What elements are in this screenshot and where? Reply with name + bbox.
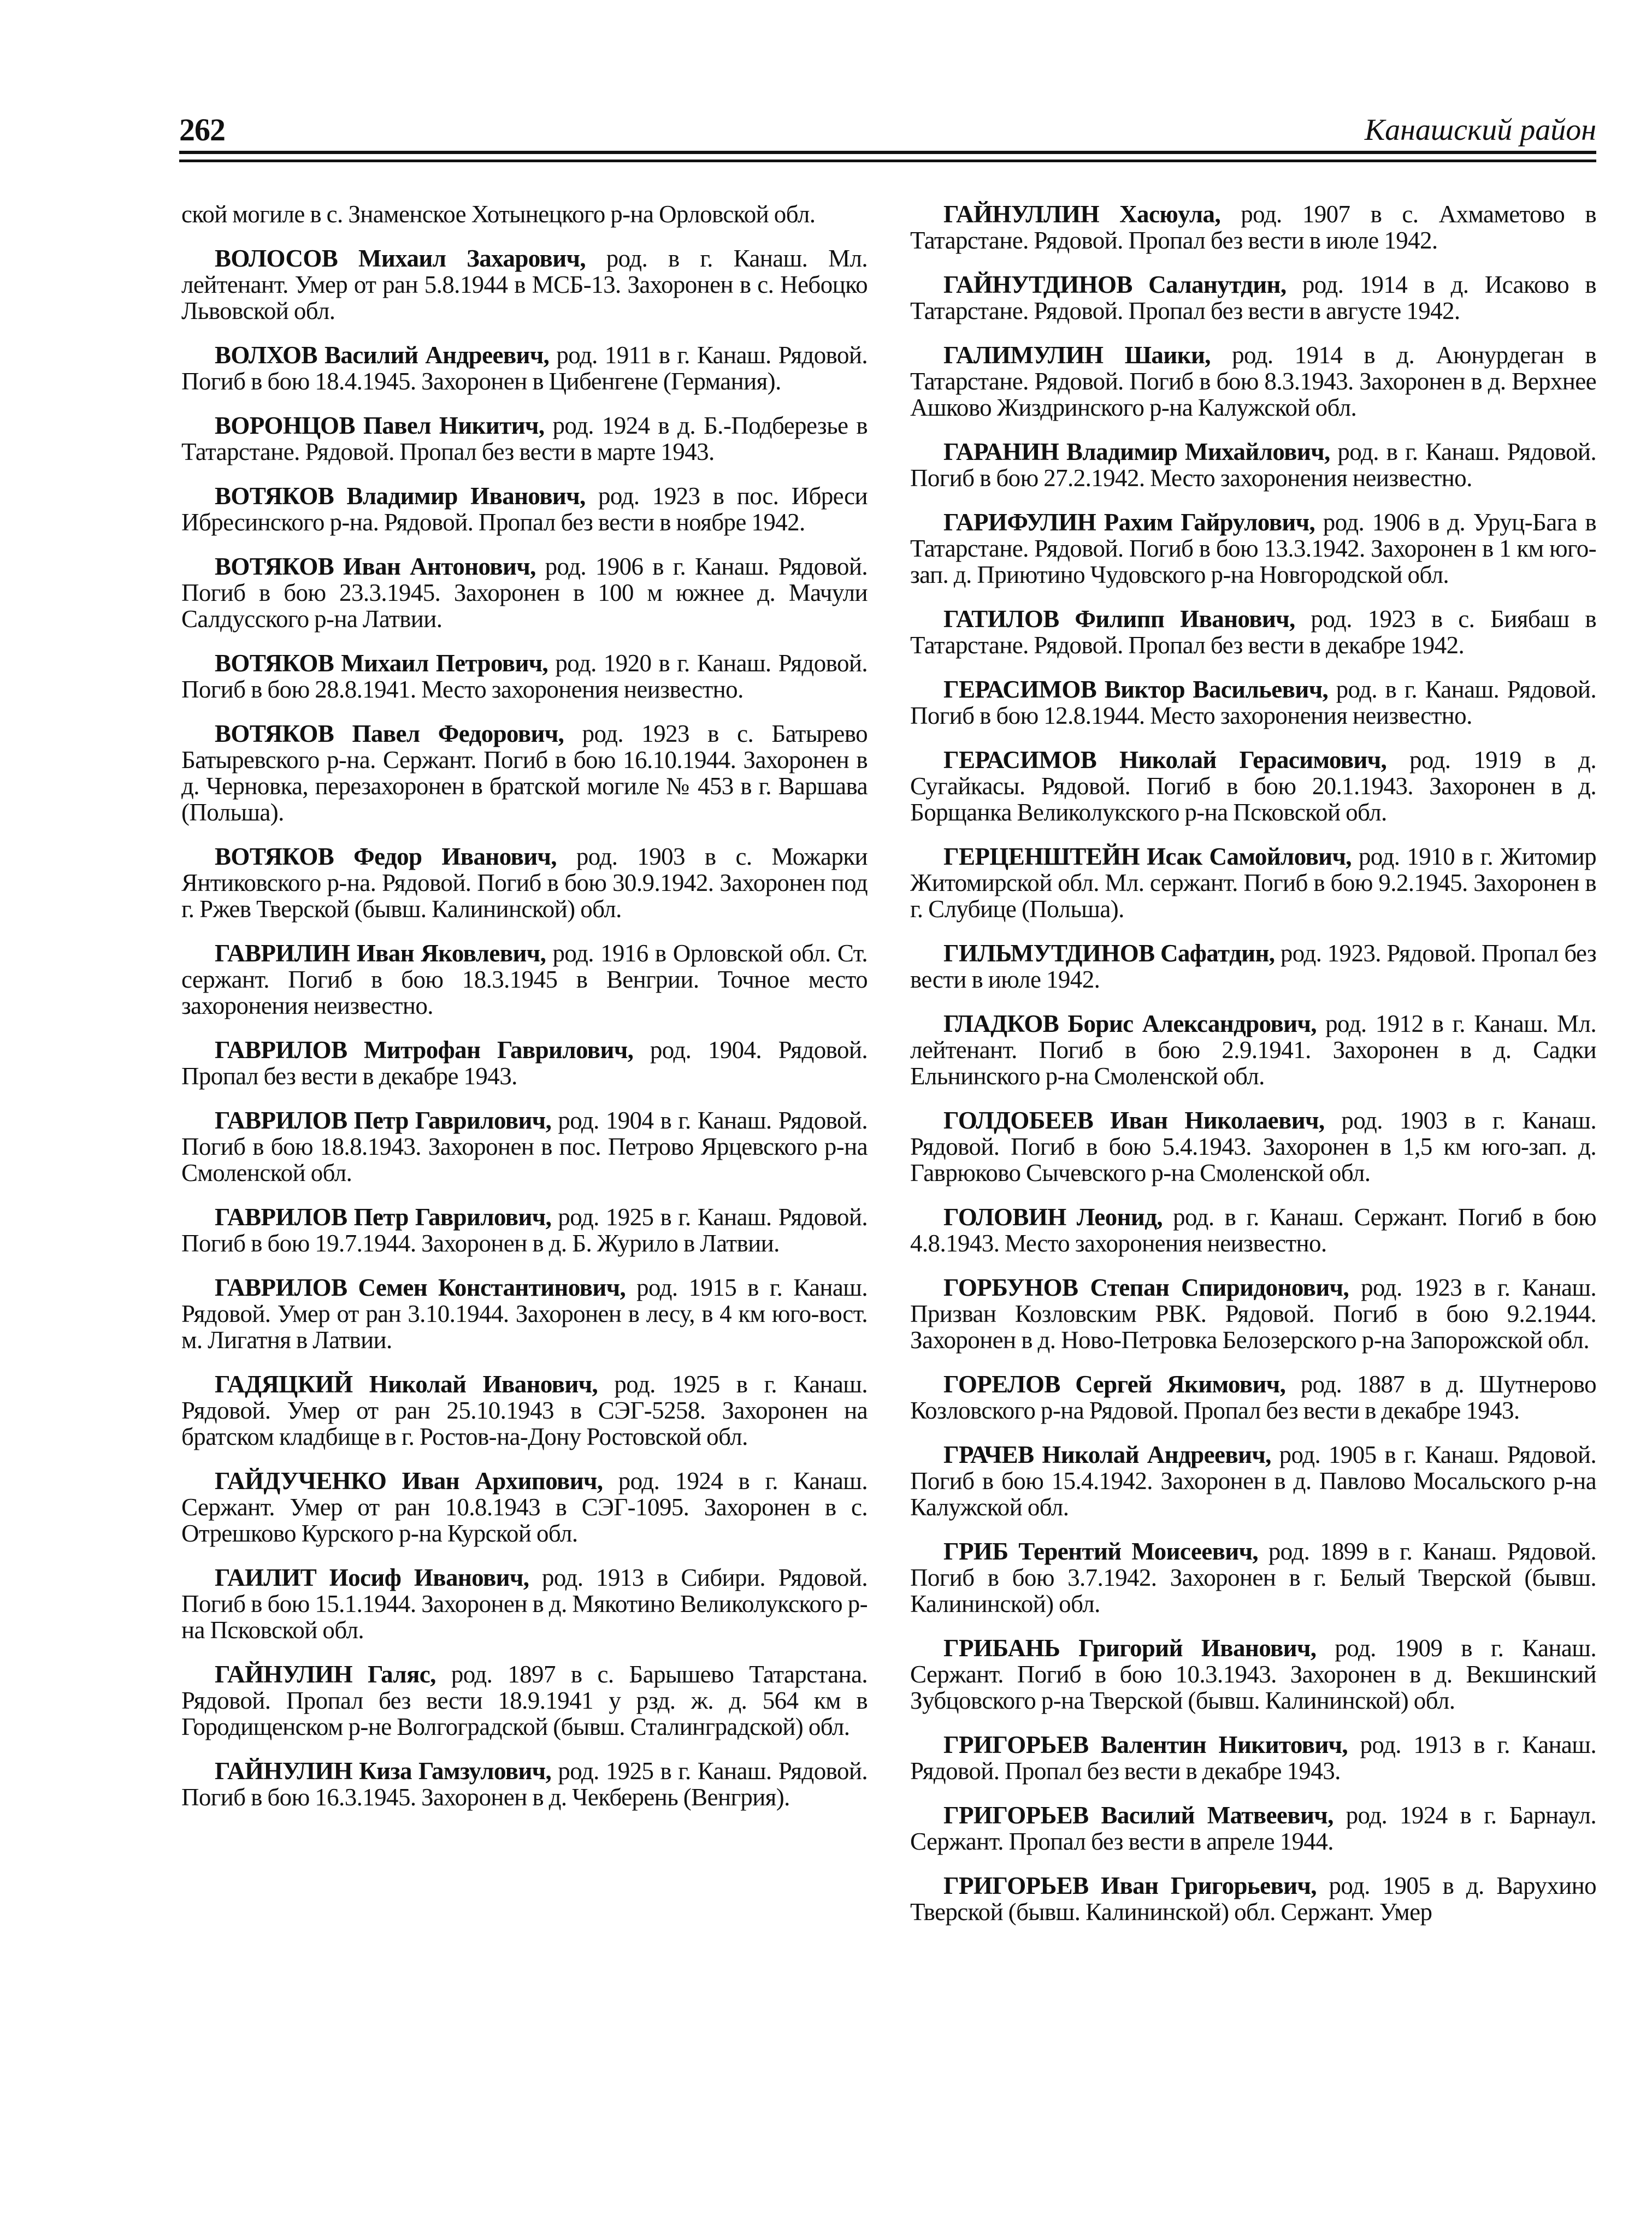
biography-entry — [181, 650, 868, 702]
biography-entry — [910, 606, 1596, 658]
entry-surname: ГАДЯЦКИЙ — [215, 1371, 353, 1398]
entry-surname: ВОТЯКОВ — [215, 650, 334, 677]
entry-given-name: Валентин Никитович, — [1100, 1731, 1348, 1758]
entry-given-name: Николай Герасимович, — [1119, 746, 1387, 774]
entry-details: род. 1924 в г. Канаш. Сержант. Умер от ран 10.8.1943 в СЭГ-1095. Захоронен в с. Отрешково Курского р-на Курской обл. — [181, 1467, 868, 1547]
entry-surname: ГАЙНУЛИН — [215, 1661, 353, 1688]
entry-details: род. 1919 в д. Сугайкасы. Рядовой. Погиб в бою 20.1.1943. Захоронен в д. Борщанка Великолукского р-на Псковской обл. — [910, 746, 1596, 826]
entry-given-name: Сергей Якимович, — [1075, 1371, 1286, 1398]
entry-given-name: Иван Николаевич, — [1110, 1107, 1325, 1134]
entry-given-name: Галяс, — [368, 1661, 436, 1688]
entry-surname: ГЕРАСИМОВ — [943, 746, 1097, 774]
biography-entry — [910, 940, 1596, 993]
header-rule-top — [179, 151, 1596, 154]
entry-details: род. 1909 в г. Канаш. Сержант. Погиб в бою 10.3.1943. Захоронен в д. Векшинский Зубцовского р-на Тверской (бывш. Калининской) обл. — [910, 1634, 1596, 1714]
entry-surname: ГЕРАСИМОВ — [943, 676, 1097, 703]
entry-surname: ГАТИЛОВ — [943, 605, 1059, 633]
entry-surname: ГАИЛИТ — [215, 1564, 317, 1591]
entry-details: род. 1916 в Орловской обл. Ст. сержант. Погиб в бою 18.3.1945 в Венгрии. Точное место захоронения неизвестно. — [181, 940, 868, 1019]
biography-entry — [910, 1732, 1596, 1784]
biography-entry — [910, 1635, 1596, 1714]
biography-entry — [910, 1442, 1596, 1520]
entry-details: род. 1910 в г. Житомир Житомирской обл. Мл. сержант. Погиб в бою 9.2.1945. Захоронен в г. Слубице (Польша). — [910, 843, 1596, 923]
entry-given-name: Петр Гаврилович, — [353, 1107, 552, 1134]
biography-entry — [181, 1274, 868, 1353]
entry-details: род. 1914 в д. Исаково в Татарстане. Рядовой. Пропал без вести в августе 1942. — [910, 271, 1597, 324]
biography-entry — [910, 1011, 1596, 1089]
biography-entry — [910, 747, 1596, 825]
biography-entry — [910, 676, 1596, 729]
entry-details: род. в г. Канаш. Сержант. Погиб в бою 4.8.1943. Место захоронения неизвестно. — [910, 1203, 1596, 1257]
entry-details: род. 1907 в с. Ахмаметово в Татарстане. Рядовой. Пропал без вести в июле 1942. — [910, 200, 1596, 254]
entry-details: род. в г. Канаш. Рядовой. Погиб в бою 27.2.1942. Место захоронения неизвестно. — [910, 438, 1597, 492]
entry-details: род. 1924 в г. Барнаул. Сержант. Пропал без вести в апреле 1944. — [910, 1802, 1596, 1855]
page-header — [179, 109, 1596, 164]
entry-surname: ГРИБ — [943, 1538, 1008, 1565]
entry-given-name: Григорий Иванович, — [1078, 1634, 1317, 1662]
entry-surname: ГЛАДКОВ — [943, 1010, 1059, 1037]
entry-given-name: Леонид, — [1076, 1203, 1163, 1231]
entry-details: род. 1913 в г. Канаш. Рядовой. Пропал без вести в декабре 1943. — [910, 1731, 1596, 1785]
entry-given-name: Иван Яковлевич, — [356, 940, 546, 967]
entry-surname: ГАВРИЛОВ — [215, 1203, 347, 1231]
biography-entry — [181, 721, 868, 825]
header-rule-bottom — [179, 160, 1596, 162]
biography-entry — [910, 1538, 1596, 1617]
entry-surname: ГОРБУНОВ — [943, 1274, 1078, 1301]
entry-given-name: Иван Григорьевич, — [1101, 1872, 1317, 1899]
entry-surname: ВОТЯКОВ — [215, 720, 334, 747]
entry-details: род. 1923 в с. Батырево Батыревского р-на. Сержант. Погиб в бою 16.10.1944. Захоронен в д. Черновка, перезахоронен в братской могиле № 453 в г. Варшава (Польша). — [181, 720, 868, 826]
entry-surname: ГАЙДУЧЕНКО — [215, 1467, 387, 1495]
biography-entry — [910, 439, 1596, 491]
entry-surname: ГАЙНУТДИНОВ — [943, 271, 1132, 298]
entry-given-name: Василий Андреевич, — [324, 341, 550, 369]
right-column — [910, 201, 1596, 1943]
entry-surname: ГРИГОРЬЕВ — [943, 1731, 1089, 1758]
biography-entry — [181, 553, 868, 632]
entry-given-name: Иван Антонович, — [343, 553, 536, 580]
entry-surname: ВОЛХОВ — [215, 341, 317, 369]
entry-given-name: Митрофан Гаврилович, — [364, 1036, 634, 1064]
entry-given-name: Степан Спиридонович, — [1090, 1274, 1349, 1301]
entry-surname: ГОЛДОБЕЕВ — [943, 1107, 1094, 1134]
entry-given-name: Иосиф Иванович, — [329, 1564, 529, 1591]
continuation-paragraph: ской могиле в с. Знаменское Хотынецкого р-на Орловской обл. — [181, 200, 816, 228]
entry-given-name: Филипп Иванович, — [1075, 605, 1295, 633]
entry-details: род. в г. Канаш. Рядовой. Погиб в бою 12.8.1944. Место захоронения неизвестно. — [910, 676, 1597, 729]
biography-entry — [181, 1371, 868, 1450]
entry-details: род. 1923 в г. Канаш. Призван Козловским РВК. Рядовой. Погиб в бою 9.2.1944. Захоронен в д. Ново-Петровка Белозерского р-на Запорожской обл. — [910, 1274, 1597, 1354]
entry-given-name: Семен Константинович, — [358, 1274, 626, 1301]
biography-entry — [181, 483, 868, 535]
entry-details: род. 1924 в д. Б.-Подберезье в Татарстане. Рядовой. Пропал без вести в марте 1943. — [181, 412, 868, 465]
biography-entry — [910, 1371, 1596, 1424]
entry-details: род. 1906 в д. Уруц-Бага в Татарстане. Рядовой. Погиб в бою 13.3.1942. Захоронен в 1 км юго-зап. д. Приютино Чудовского р-на Новгородской обл. — [910, 509, 1596, 588]
entry-surname: ВОТЯКОВ — [215, 482, 334, 510]
running-title: Канашский район — [1364, 113, 1596, 147]
entry-surname: ГАВРИЛОВ — [215, 1107, 347, 1134]
biography-entry — [181, 245, 868, 324]
biography-entry — [910, 201, 1596, 253]
entry-given-name: Исак Самойлович, — [1147, 843, 1352, 870]
entry-details: род. 1903 в с. Можарки Янтиковского р-на. Рядовой. Погиб в бою 30.9.1942. Захоронен под г. Ржев Тверской (бывш. Калининской) обл. — [181, 843, 868, 923]
entry-details: род. 1923 в с. Биябаш в Татарстане. Рядовой. Пропал без вести в декабре 1942. — [910, 605, 1596, 659]
entry-given-name: Федор Иванович, — [353, 843, 557, 870]
entry-surname: ГРИГОРЬЕВ — [943, 1802, 1089, 1829]
entry-details: род. 1920 в г. Канаш. Рядовой. Погиб в бою 28.8.1941. Место захоронения неизвестно. — [181, 650, 868, 703]
entry-given-name: Хасюула, — [1119, 200, 1221, 228]
entry-surname: ВОРОНЦОВ — [215, 412, 355, 439]
entry-surname: ГАВРИЛОВ — [215, 1274, 347, 1301]
biography-entry — [910, 1274, 1596, 1353]
entry-details: род. в г. Канаш. Мл. лейтенант. Умер от ран 5.8.1944 в МСБ-13. Захоронен в с. Небоцко Львовской обл. — [181, 245, 868, 324]
entry-surname: ГАРАНИН — [943, 438, 1059, 465]
entry-details: род. 1897 в с. Барышево Татарстана. Рядовой. Пропал без вести 18.9.1941 у рзд. ж. д. 564 км в Городищенском р-не Волгоградской (бывш. Сталинградской) обл. — [181, 1661, 868, 1740]
entry-surname: ВОТЯКОВ — [215, 553, 334, 580]
entry-given-name: Киза Гамзулович, — [359, 1757, 552, 1785]
entry-details: род. 1925 в г. Канаш. Рядовой. Погиб в бою 19.7.1944. Захоронен в д. Б. Журило в Латвии. — [181, 1203, 868, 1257]
entry-given-name: Михаил Захарович, — [358, 245, 586, 272]
entry-given-name: Петр Гаврилович, — [353, 1203, 552, 1231]
entry-details: род. 1904 в г. Канаш. Рядовой. Погиб в бою 18.8.1943. Захоронен в пос. Петрово Ярцевского р-на Смоленской обл. — [181, 1107, 868, 1186]
entry-given-name: Шаики, — [1124, 341, 1211, 369]
entry-surname: ГРАЧЕВ — [943, 1441, 1034, 1468]
entry-given-name: Владимир Иванович, — [346, 482, 586, 510]
entry-surname: ГАВРИЛИН — [215, 940, 350, 967]
page-number: 262 — [179, 112, 225, 147]
entry-given-name: Борис Александрович, — [1067, 1010, 1317, 1037]
biography-entry — [910, 271, 1596, 324]
biography-entry — [910, 1802, 1596, 1855]
entry-details: род. 1925 в г. Канаш. Рядовой. Умер от ран 25.10.1943 в СЭГ-5258. Захоронен на братском кладбище в г. Ростов-на-Дону Ростовской обл. — [181, 1371, 868, 1450]
biography-entry — [181, 412, 868, 465]
left-column — [181, 201, 868, 1828]
entry-surname: ГИЛЬМУТДИНОВ — [943, 940, 1155, 967]
biography-entry — [181, 1107, 868, 1186]
biography-entry — [910, 509, 1596, 588]
entry-surname: ВОЛОСОВ — [215, 245, 338, 272]
entry-details: род. 1915 в г. Канаш. Рядовой. Умер от ран 3.10.1944. Захоронен в лесу, в 4 км юго-вост. м. Лигатня в Латвии. — [181, 1274, 868, 1354]
entry-given-name: Виктор Васильевич, — [1104, 676, 1329, 703]
entry-given-name: Николай Иванович, — [369, 1371, 598, 1398]
entry-details: род. 1923 в пос. Ибреси Ибресинского р-на. Рядовой. Пропал без вести в ноябре 1942. — [181, 482, 868, 536]
entry-surname: ГОРЕЛОВ — [943, 1371, 1060, 1398]
biography-entry — [181, 1564, 868, 1643]
entry-surname: ГРИБАНЬ — [943, 1634, 1060, 1662]
entry-given-name: Терентий Моисеевич, — [1018, 1538, 1259, 1565]
entry-details: род. 1923. Рядовой. Пропал без вести в июле 1942. — [910, 940, 1597, 993]
entry-details: род. 1903 в г. Канаш. Рядовой. Погиб в бою 5.4.1943. Захоронен в 1,5 км юго-зап. д. Гаврюково Сычевского р-на Смоленской обл. — [910, 1107, 1596, 1186]
entry-given-name: Саланутдин, — [1148, 271, 1287, 298]
entry-details: род. 1925 в г. Канаш. Рядовой. Погиб в бою 16.3.1945. Захоронен в д. Чекберень (Венгрия). — [181, 1757, 868, 1811]
biography-entry — [181, 843, 868, 922]
entry-details: род. 1899 в г. Канаш. Рядовой. Погиб в бою 3.7.1942. Захоронен в г. Белый Тверской (бывш. Калининской) обл. — [910, 1538, 1596, 1617]
entry-surname: ГАЛИМУЛИН — [943, 341, 1104, 369]
entry-surname: ГАЙНУЛИН — [215, 1757, 353, 1785]
entry-surname: ГРИГОРЬЕВ — [943, 1872, 1089, 1899]
entry-given-name: Рахим Гайрулович, — [1104, 509, 1315, 536]
entry-details: род. 1913 в Сибири. Рядовой. Погиб в бою 15.1.1944. Захоронен в д. Мякотино Великолукского р-на Псковской обл. — [181, 1564, 868, 1644]
biography-entry — [181, 1204, 868, 1256]
entry-surname: ГАВРИЛОВ — [215, 1036, 347, 1064]
biography-entry — [910, 1107, 1596, 1186]
entry-surname: ВОТЯКОВ — [215, 843, 334, 870]
entry-given-name: Владимир Михайлович, — [1066, 438, 1330, 465]
entry-details: род. 1911 в г. Канаш. Рядовой. Погиб в бою 18.4.1945. Захоронен в Цибенгене (Германия). — [181, 341, 868, 395]
entry-details: род. 1887 в д. Шутнерово Козловского р-на Рядовой. Пропал без вести в декабре 1943. — [910, 1371, 1596, 1424]
entry-given-name: Павел Федорович, — [352, 720, 564, 747]
entry-surname: ГАЙНУЛЛИН — [943, 200, 1099, 228]
entry-details: род. 1904. Рядовой. Пропал без вести в декабре 1943. — [181, 1036, 868, 1090]
entry-surname: ГЕРЦЕНШТЕЙН — [943, 843, 1140, 870]
entry-details: род. 1905 в г. Канаш. Рядовой. Погиб в бою 15.4.1942. Захоронен в д. Павлово Мосальского р-на Калужской обл. — [910, 1441, 1596, 1521]
entry-surname: ГАРИФУЛИН — [943, 509, 1096, 536]
entry-surname: ГОЛОВИН — [943, 1203, 1066, 1231]
entry-details: род. 1906 в г. Канаш. Рядовой. Погиб в бою 23.3.1945. Захоронен в 100 м южнее д. Мачули Салдусского р-на Латвии. — [181, 553, 868, 633]
biography-entry — [181, 342, 868, 394]
biography-entry — [181, 940, 868, 1019]
biography-entry — [181, 1037, 868, 1089]
biography-entry — [181, 1758, 868, 1810]
biography-entry — [910, 843, 1596, 922]
entry-given-name: Василий Матвеевич, — [1101, 1802, 1334, 1829]
entry-given-name: Иван Архипович, — [402, 1467, 603, 1495]
entry-given-name: Михаил Петрович, — [341, 650, 548, 677]
biography-entry — [910, 1873, 1596, 1925]
biography-entry — [181, 1468, 868, 1546]
entry-given-name: Павел Никитич, — [363, 412, 545, 439]
entry-details: род. 1914 в д. Аюнурдеган в Татарстане. Рядовой. Погиб в бою 8.3.1943. Захоронен в д. Верхнее Ашково Жиздринского р-на Калужской обл. — [910, 341, 1597, 421]
entry-given-name: Сафатдин, — [1160, 940, 1275, 967]
biography-entry — [181, 1661, 868, 1740]
biography-entry — [910, 1204, 1596, 1256]
entry-given-name: Николай Андреевич, — [1042, 1441, 1271, 1468]
entry-details: род. 1905 в д. Варухино Тверской (бывш. Калининской) обл. Сержант. Умер — [910, 1872, 1596, 1926]
biography-entry — [910, 342, 1596, 421]
entry-details: род. 1912 в г. Канаш. Мл. лейтенант. Погиб в бою 2.9.1941. Захоронен в д. Садки Ельнинского р-на Смоленской обл. — [910, 1010, 1596, 1090]
